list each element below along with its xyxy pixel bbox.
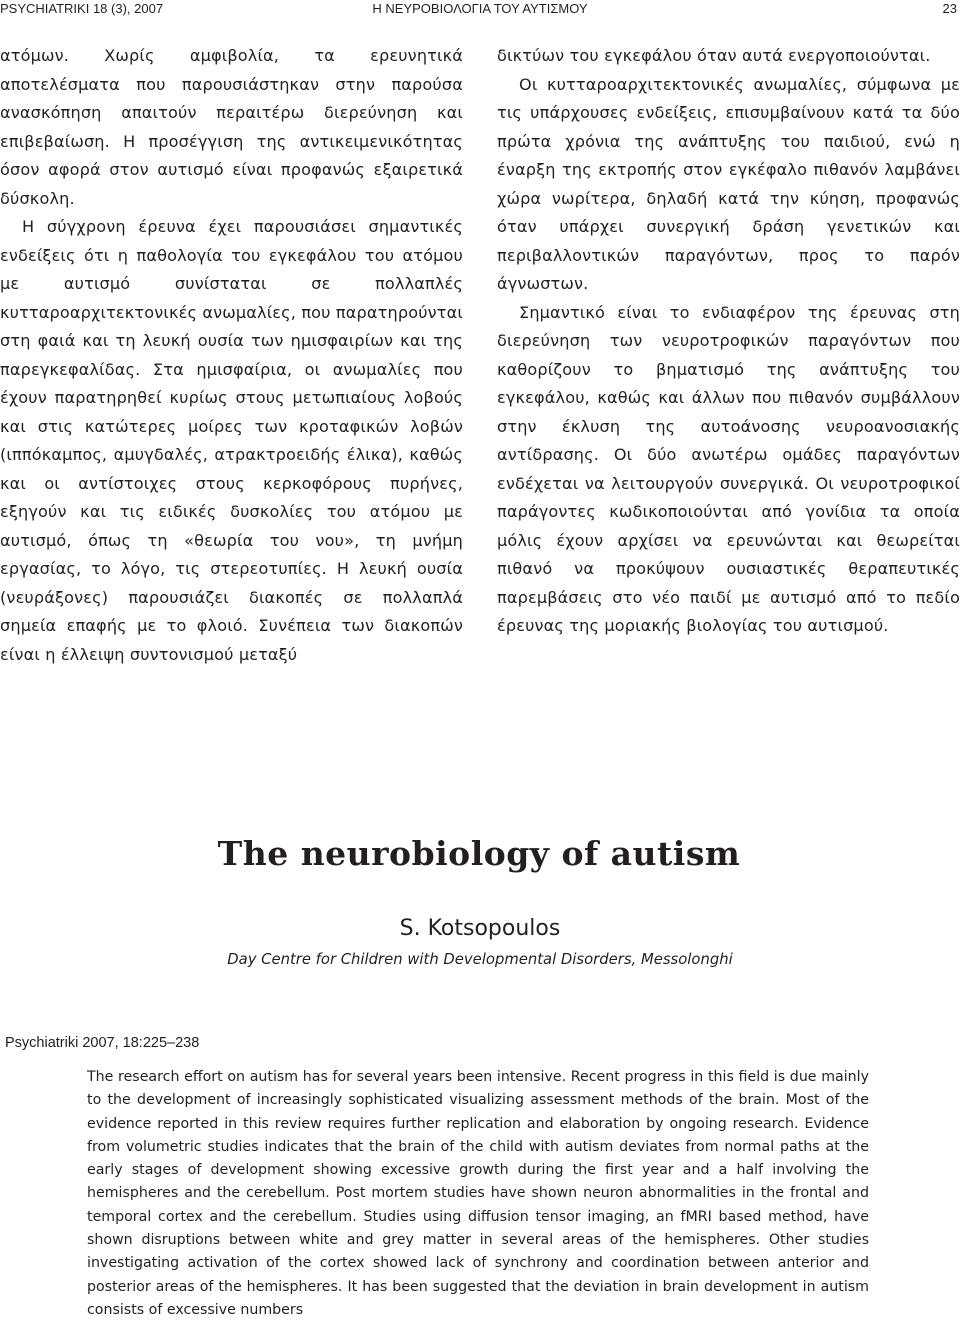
left-paragraph-1: ατόμων. Χωρίς αμφιβολία, τα ερευνητικά αποτελέσματα που παρουσιάστηκαν στην παρούσα ανασκόπηση απαιτούν περαιτέρω διερεύνηση και επιβεβαίωση. Η προσέγγιση της αντικειμενικότητας όσον αφορά στον αυτισμό είναι προφανώς εξαιρετικά δύσκολη. (0, 46, 463, 208)
citation: Psychiatriki 2007, 18:225–238 (5, 1035, 200, 1051)
left-column (0, 42, 463, 669)
running-header (0, 0, 960, 18)
section-title: Η ΝΕΥΡΟΒΙΟΛΟΓΙΑ ΤΟΥ ΑΥΤΙΣΜΟΥ (372, 1, 588, 16)
left-paragraph-2: Η σύγχρονη έρευνα έχει παρουσιάσει σημαντικές ενδείξεις ότι η παθολογία του εγκεφάλου του ατόμου με αυτισμό συνίσταται σε πολλαπλές κυτταροαρχιτεκτονικές ανωμαλίες, που παρατηρούνται στη φαιά και τη λευκή ουσία των ημισφαιρίων και της παρεγκεφαλίδας. Στα ημισφαίρια, οι ανωμαλίες που έχουν παρατηρηθεί κυρίως στους μετωπιαίους λοβούς και στις κατώτερες μοίρες των κροταφικών λοβών (ιππόκαμπος, αμυγδαλές, ατρακτροειδής έλικα), καθώς και οι αντίστοιχες στους κερκοφόρους πυρήνες, εξηγούν και τις ειδικές δυσκολίες του ατόμου με αυτισμό, όπως τη «θεωρία του νου», τη μνήμη εργασίας, το λόγο, τις στερεοτυπίες. Η λευκή ουσία (νευράξονες) παρουσιάζει διακοπές σε πολλαπλά σημεία επαφής με το φλοιό. Συνέπεια των διακοπών είναι η έλλειψη συντονισμού μεταξύ (0, 217, 463, 664)
author-affiliation: Day Centre for Children with Developmental Disorders, Messolonghi (227, 951, 733, 968)
right-column (497, 42, 960, 641)
author-name: S. Kotsopoulos (399, 916, 561, 941)
right-paragraph-2: Οι κυτταροαρχιτεκτονικές ανωμαλίες, σύμφωνα με τις υπάρχουσες ενδείξεις, επισυμβαίνουν κατά τα δύο πρώτα χρόνια της ανάπτυξης του παιδιού, ενώ η έναρξη της εκτροπής στον εγκέφαλο πιθανόν λαμβάνει χώρα νωρίτερα, δηλαδή κατά την κύηση, προφανώς όταν υπάρχει συνεργική δράση γενετικών και περιβαλλοντικών παραγόντων, προς το παρόν άγνωστων. (497, 74, 960, 293)
english-title-block (0, 828, 960, 971)
right-paragraph-3: Σημαντικό είναι το ενδιαφέρον της έρευνας στη διερεύνηση των νευροτροφικών παραγόντων που καθορίζουν το βηματισμό της ανάπτυξης του εγκεφάλου, καθώς και άλλων που πιθανόν συμβάλλουν στην έκλυση της αυτοάνοσης νευροανοσιακής αντίδρασης. Οι δύο ανωτέρω ομάδες παραγόντων ενδέχεται να λειτουργούν συνεργικά. Οι νευροτροφικοί παράγοντες κωδικοποιούνται από γονίδια τα οποία μόλις έχουν αρχίσει να ερευνώνται και θεωρείται πιθανό να προκύψουν ουσιαστικές θεραπευτικές παρεμβάσεις στο νέο παιδί με αυτισμό από το πεδίο έρευνας της μοριακής βιολογίας του αυτισμού. (497, 302, 960, 635)
article-title: The neurobiology of autism (217, 834, 741, 873)
journal-reference: PSYCHIATRIKI 18 (3), 2007 (0, 1, 164, 16)
page-number: 23 (942, 1, 957, 16)
abstract-text: The research effort on autism has for several years been intensive. Recent progress in this field is due mainly to the development of increasingly sophisticated visualizing assessment methods of the brain. Most of the evidence reported in this review requires further replication and elaboration by ongoing research. Evidence from volumetric studies indicates that the brain of the child with autism deviates from normal paths at the early stages of development showing excessive growth during the first year and a half involving the hemispheres and the cerebellum. Post mortem studies have shown neuron abnormalities in the frontal and temporal cortex and the cerebellum. Studies using diffusion tensor imaging, an fMRI based method, have shown disruptions between white and grey matter in several areas of the hemispheres. Other studies investigating activation of the cortex showed lack of synchrony and coordination between anterior and posterior areas of the hemispheres. It has been suggested that the deviation in brain development in autism consists of excessive numbers (87, 1069, 869, 1318)
right-paragraph-1: δικτύων του εγκεφάλου όταν αυτά ενεργοποιούνται. (497, 46, 931, 65)
